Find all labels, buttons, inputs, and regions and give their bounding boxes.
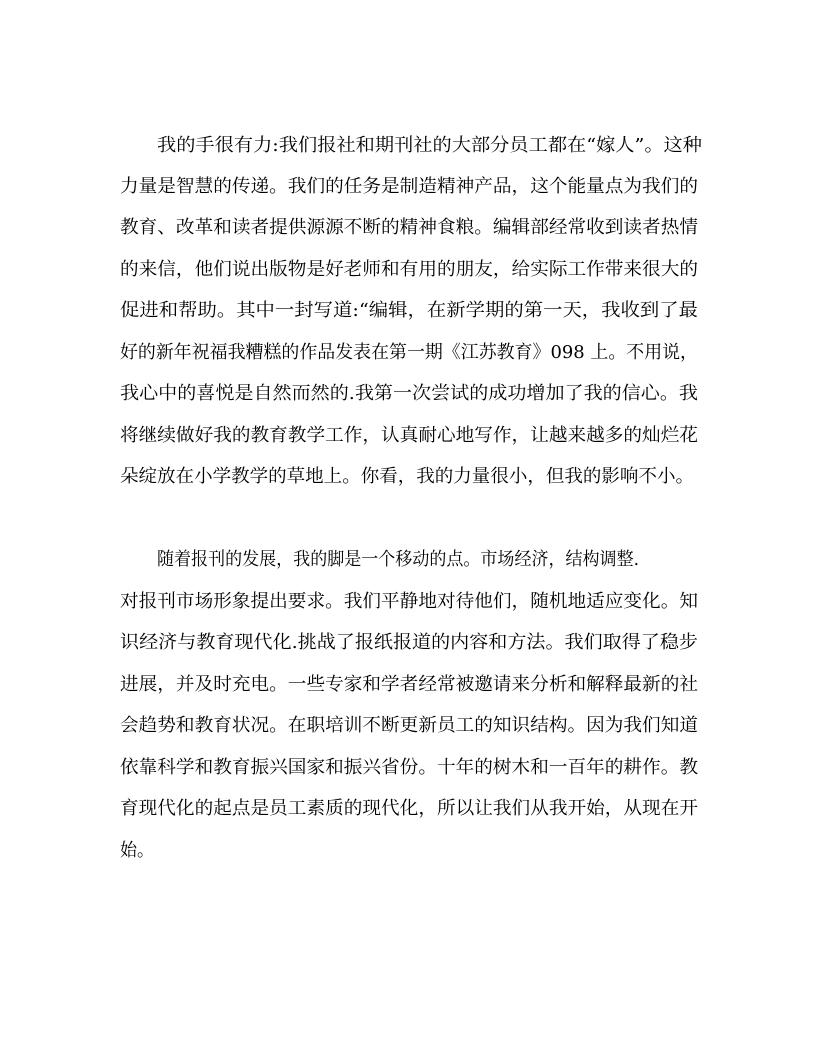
paragraph-1-line-5-text: 促进和帮助。其中一封写道:“编辑，在新学期的第一天，我收到了最 [120,300,698,321]
paragraph-1-line-3 [0,214,816,242]
paragraph-2-line-3 [0,629,816,657]
paragraph-2-line-8 [0,837,816,865]
paragraph-2-line-2 [0,588,816,616]
paragraph-1-line-2 [0,173,816,201]
paragraph-1-line-9 [0,463,816,491]
paragraph-2-line-4-text: 进展，并及时充电。一些专家和学者经常被邀请来分析和解释最新的社 [120,674,698,695]
paragraph-1-line-8 [0,422,816,450]
paragraph-2-line-4 [0,671,816,699]
paragraph-1-line-1 [0,132,816,160]
paragraph-1-line-4 [0,256,816,284]
paragraph-1-line-8-text: 将继续做好我的教育教学工作，认真耐心地写作，让越来越多的灿烂花 [120,425,698,446]
paragraph-2-line-8-text: 始。 [120,840,154,861]
paragraph-2-line-7 [0,795,816,823]
paragraph-2-line-7-text: 育现代化的起点是员工素质的现代化，所以让我们从我开始，从现在开 [120,798,698,819]
paragraph-1-line-6-text: 好的新年祝福我糟糕的作品发表在第一期《江苏教育》098 上。不用说， [120,342,698,363]
paragraph-2-line-1-text: 随着报刊的发展，我的脚是一个移动的点。市场经济，结构调整. [157,549,639,570]
paragraph-1-line-6 [0,339,816,367]
paragraph-2-line-6 [0,754,816,782]
paragraph-1-line-3-text: 教育、改革和读者提供源源不断的精神食粮。编辑部经常收到读者热情 [120,217,698,238]
paragraph-2-line-2-text: 对报刊市场形象提出要求。我们平静地对待他们，随机地适应变化。知 [120,591,698,612]
paragraph-2-line-5-text: 会趋势和教育状况。在职培训不断更新员工的知识结构。因为我们知道 [120,715,698,736]
paragraph-1-line-2-text: 力量是智慧的传递。我们的任务是制造精神产品，这个能量点为我们的 [120,176,698,197]
paragraph-2-line-5 [0,712,816,740]
paragraph-1-line-4-text: 的来信，他们说出版物是好老师和有用的朋友，给实际工作带来很大的 [120,259,698,280]
paragraph-2-line-6-text: 依靠科学和教育振兴国家和振兴省份。十年的树木和一百年的耕作。教 [120,757,698,778]
paragraph-2-line-3-text: 识经济与教育现代化.挑战了报纸报道的内容和方法。我们取得了稳步 [120,632,698,653]
paragraph-1-line-7 [0,380,816,408]
paragraph-1-line-5 [0,297,816,325]
paragraph-1-line-9-text: 朵绽放在小学教学的草地上。你看，我的力量很小，但我的影响不小。 [120,466,694,487]
paragraph-1-line-1-text: 我的手很有力:我们报社和期刊社的大部分员工都在“嫁人”。这种 [157,135,702,156]
paragraph-1-line-7-text: 我心中的喜悦是自然而然的.我第一次尝试的成功增加了我的信心。我 [120,383,698,404]
paragraph-2-line-1 [0,546,816,574]
